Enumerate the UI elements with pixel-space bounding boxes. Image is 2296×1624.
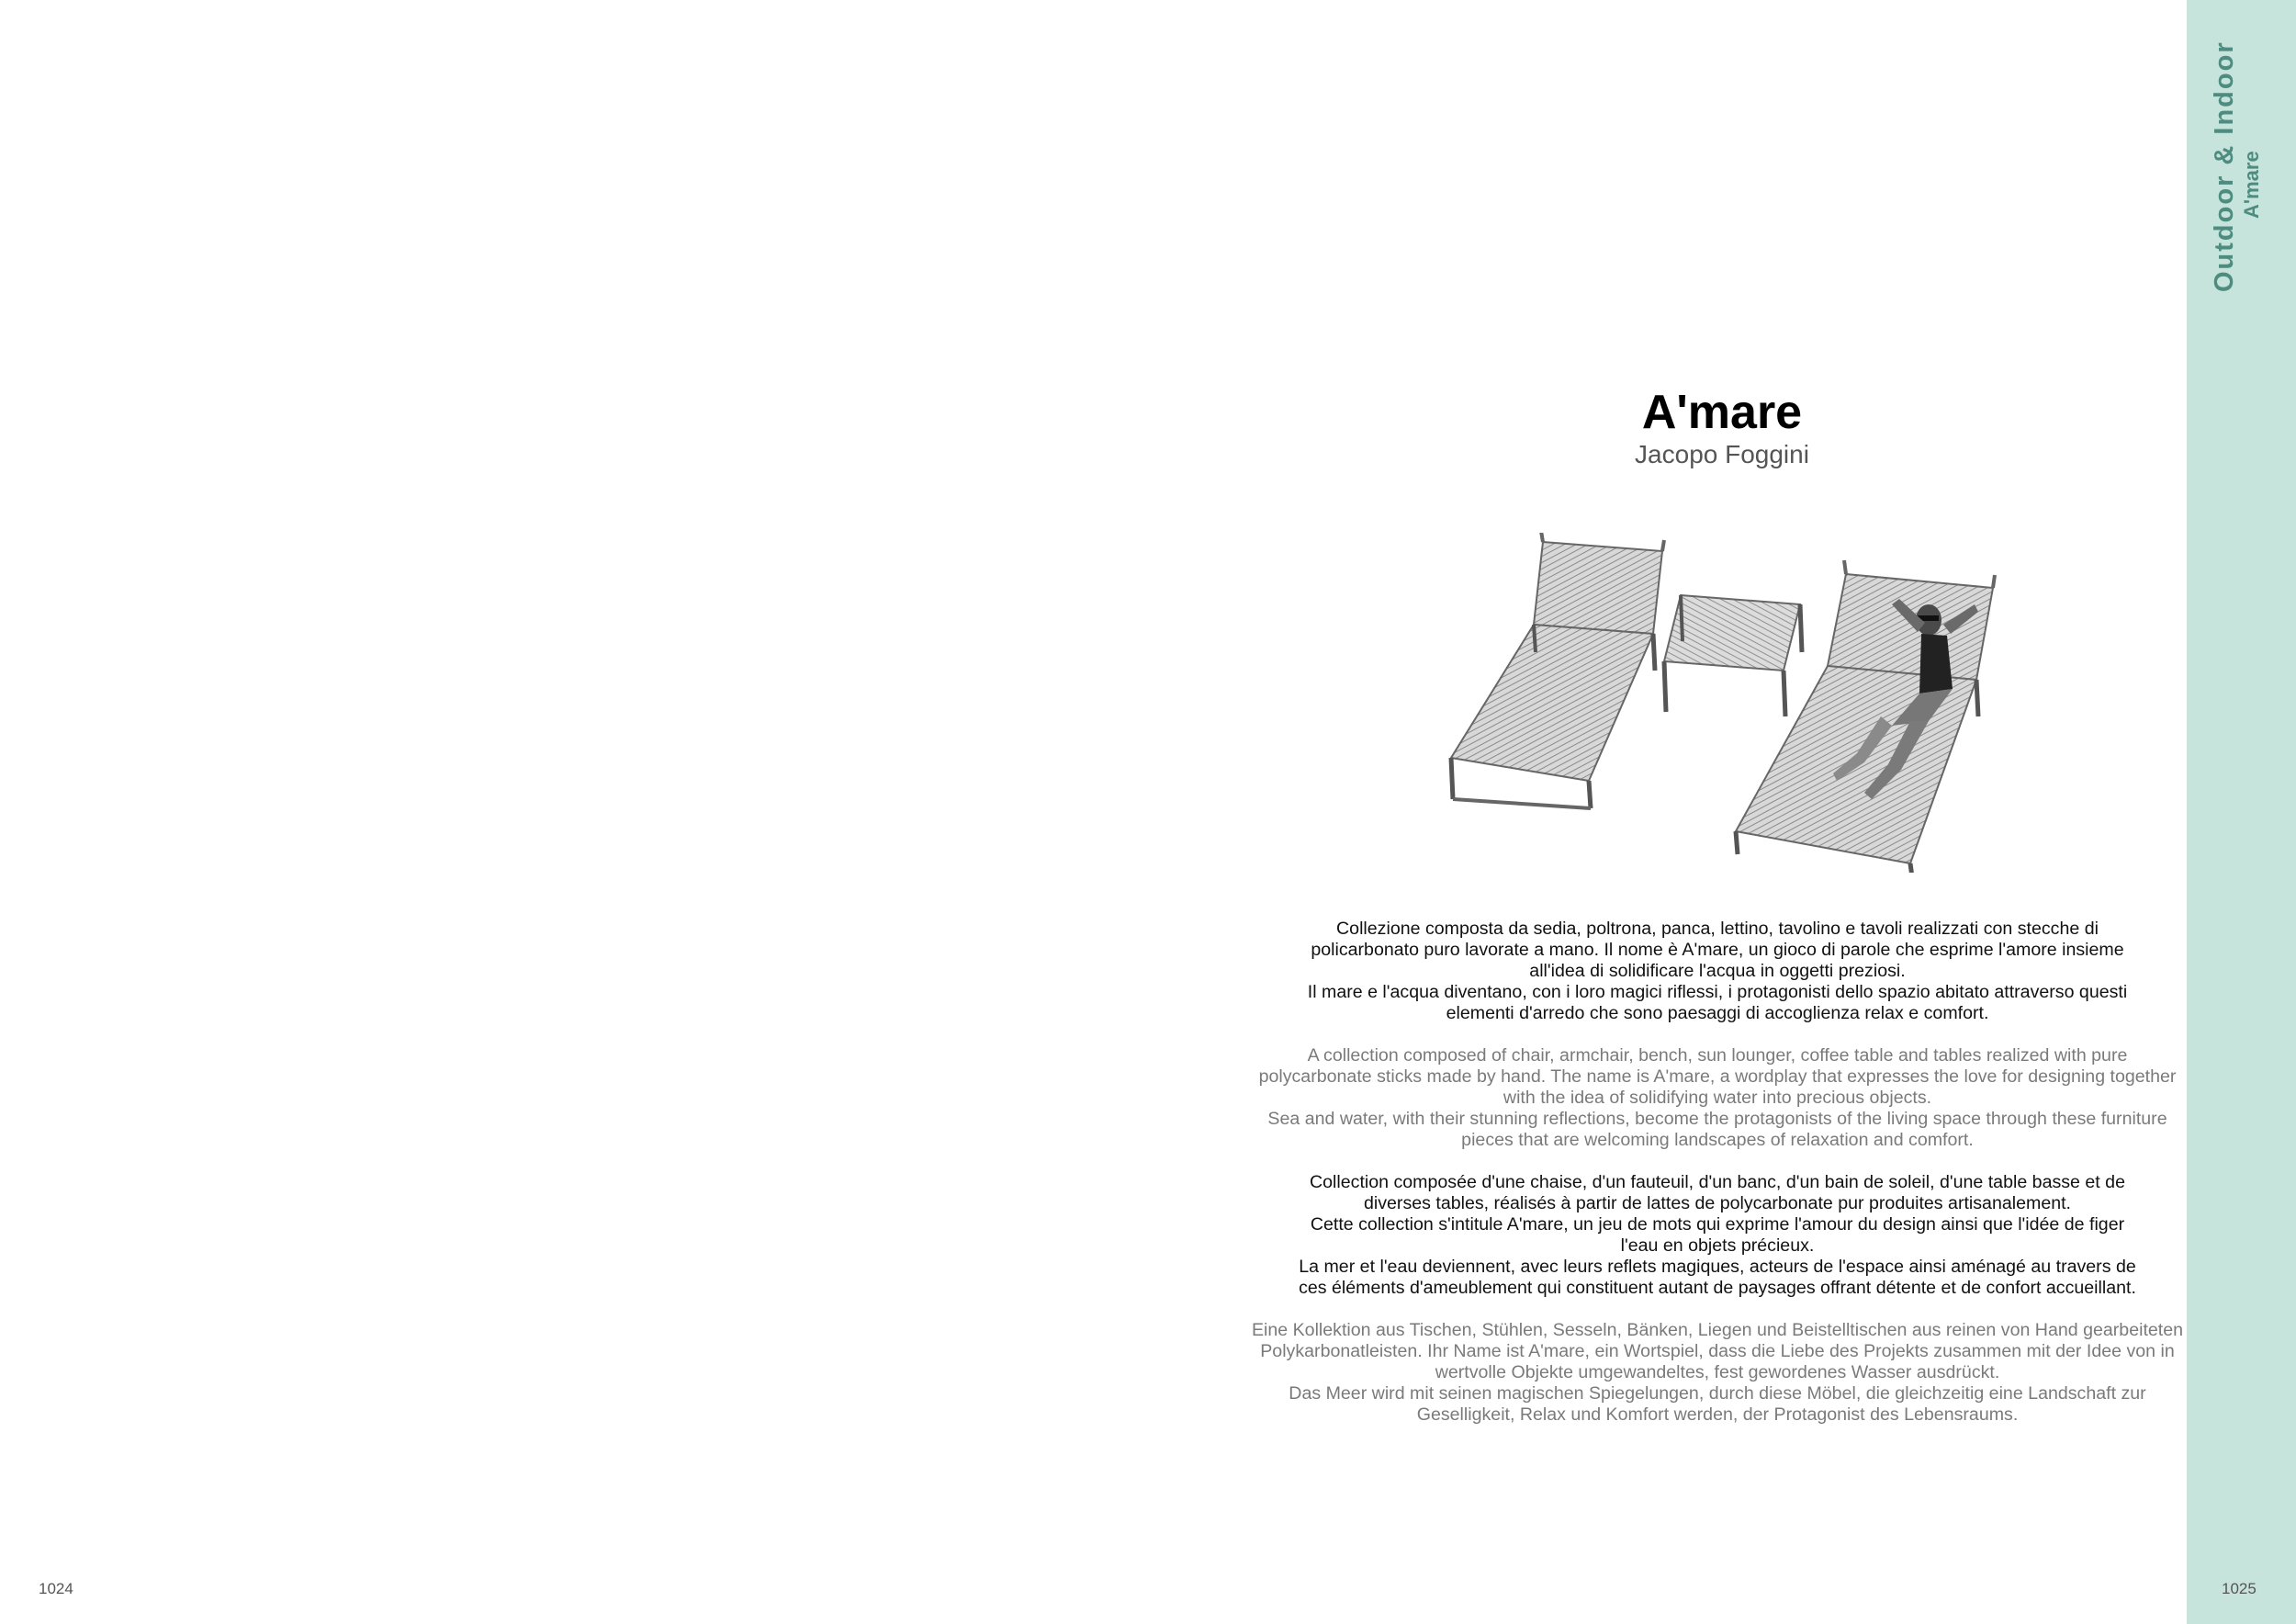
side-table: [1664, 595, 1802, 716]
left-lounger: [1451, 533, 1664, 808]
product-designer: Jacopo Foggini: [1635, 440, 1809, 468]
description-english: A collection composed of chair, armchair, bench, sun lounger, coffee table and tables realized with pure polycarbonate sticks made by hand. The name is A'mare, a wordplay that expresses the love for designing together with the idea of solidifying water into precious objects. Sea and water, with their stunning reflections, become the protagonists of the living space through these furniture pieces that are welcoming landscapes of relaxation and comfort.: [1258, 1045, 2177, 1150]
description-french: Collection composée d'une chaise, d'un fauteuil, d'un banc, d'un bain de soleil, d'une table basse et de diverses tables, réalisés à partir de lattes de polycarbonate pur produites artisanalement. Cette collection s'intitule A'mare, un jeu de mots qui exprime l'amour du design ainsi que l'idée de figer l'eau en objets précieux. La mer et l'eau deviennent, avec leurs reflets magiques, acteurs de l'espace ainsi aménagé au travers de ces éléments d'ameublement qui constituent autant de paysages offrant détente et de confort accueillant.: [1299, 1172, 2136, 1298]
right-page-number: 1025: [2222, 1580, 2257, 1597]
description-german: Eine Kollektion aus Tischen, Stühlen, Sesseln, Bänken, Liegen und Beistelltischen aus reinen von Hand gearbeiteten Polykarbonatleisten. Ihr Name ist A'mare, ein Wortspiel, dass die Liebe des Projekts zusammen mit der Idee von in wertvolle Objekte umgewandeltes, fest gewordenes Wasser ausdrückt. Das Meer wird mit seinen magischen Spiegelungen, durch diese Möbel, die gleichzeitig eine Landschaft zur Geselligkeit, Relax und Komfort werden, der Protagonist des Lebensraums.: [1251, 1320, 2184, 1425]
product-heading: [1488, 386, 1956, 470]
product-title: A'mare: [1641, 386, 1803, 439]
left-page-number: 1024: [39, 1580, 73, 1597]
section-label: [2209, 0, 2264, 292]
description-italian: Collezione composta da sedia, poltrona, panca, lettino, tavolino e tavoli realizzati con stecche di policarbonato puro lavorate a mano. Il nome è A'mare, un gioco di parole che esprime l'amore insieme all'idea di solidificare l'acqua in oggetti preziosi. Il mare e l'acqua diventano, con i loro magici riflessi, i protagonisti dello spazio abitato attraverso questi elementi d'arredo che sono paesaggi di accoglienza relax e comfort.: [1307, 919, 2128, 1023]
section-category: Outdoor & Indoor: [2210, 40, 2239, 292]
section-product: A'mare: [2240, 151, 2263, 219]
description-block: [1249, 919, 2186, 1447]
product-photo: [1433, 533, 2020, 873]
